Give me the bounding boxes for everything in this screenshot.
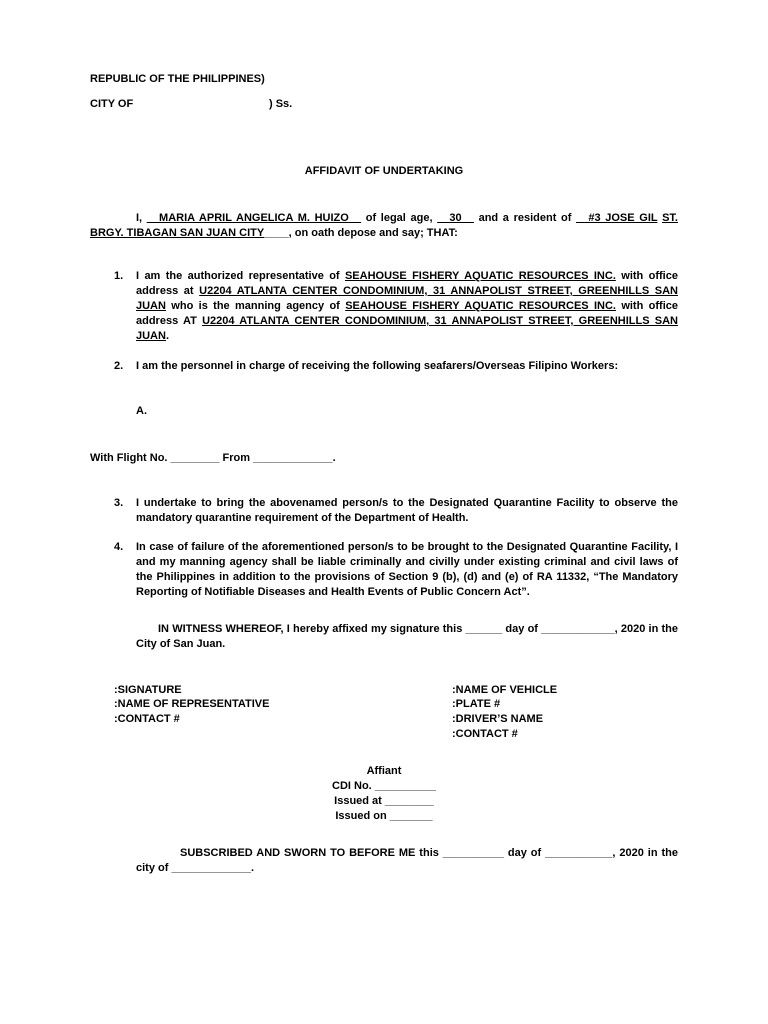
affiant-label: Affiant	[366, 765, 402, 777]
header-city-ss: ) Ss.	[269, 98, 293, 110]
item-1-part: I am the authorized representative of	[136, 270, 345, 282]
issued-at: Issued at ________	[334, 795, 434, 807]
right-field-contact: :CONTACT #	[452, 728, 518, 740]
sworn-paragraph: SUBSCRIBED AND SWORN TO BEFORE ME this __________ day of ___________, 2020 in the city of _____________.	[136, 847, 678, 874]
intro-tail: ____, on oath depose and say; THAT:	[264, 227, 458, 239]
left-field-contact: :CONTACT #	[114, 713, 180, 725]
right-field-plate: :PLATE #	[452, 698, 501, 710]
intro-i: I,	[136, 212, 143, 224]
intro-age-text: of legal age,	[365, 212, 433, 224]
item-1-part: .	[165, 330, 170, 342]
item-1-part: with office address at	[136, 270, 678, 297]
manning-agency-name: SEAHOUSE FISHERY AQUATIC RESOURCES INC.	[345, 300, 616, 312]
item-2-number: 2.	[114, 360, 124, 372]
office-address: U2204 ATLANTA CENTER CONDOMINIUM, 31 ANNAPOLIST STREET, GREENHILLS SAN JUAN	[136, 285, 678, 312]
item-2-text: I am the personnel in charge of receiving the following seafarers/Overseas Filipino Workers:	[136, 360, 619, 372]
affiant-address-2: ST. BRGY. TIBAGAN SAN JUAN CITY	[90, 212, 678, 239]
left-field-signature: :SIGNATURE	[114, 684, 182, 696]
flight-line: With Flight No. ________ From _____________.	[90, 452, 336, 464]
document-title: AFFIDAVIT OF UNDERTAKING	[304, 165, 464, 177]
header-city-label: CITY OF	[90, 98, 134, 110]
issued-on: Issued on _______	[335, 810, 433, 822]
item-1-text	[136, 269, 678, 344]
item-1-part: who is the manning agency of	[165, 300, 346, 312]
right-field-name-of-vehicle: :NAME OF VEHICLE	[452, 684, 558, 696]
intro-paragraph	[90, 211, 678, 241]
item-4-number: 4.	[114, 541, 124, 553]
right-field-drivers-name: :DRIVER’S NAME	[452, 713, 544, 725]
witness-paragraph: IN WITNESS WHEREOF, I hereby affixed my signature this ______ day of ____________, 2020 in the City of San Juan.	[136, 623, 678, 650]
item-3-text: I undertake to bring the abovenamed person/s to the Designated Quarantine Facility to observe the mandatory quarantine requirement of the Department of Health.	[136, 497, 678, 524]
affiant-name: __MARIA APRIL ANGELICA M. HUIZO__	[146, 212, 362, 224]
item-3-number: 3.	[114, 497, 124, 509]
intro-resident-text: and a resident of	[478, 212, 572, 224]
item-1-part: with office address AT	[136, 300, 678, 327]
item-1-number: 1.	[114, 270, 124, 282]
left-field-name-of-representative: :NAME OF REPRESENTATIVE	[114, 698, 270, 710]
affiant-age: __30__	[437, 212, 474, 224]
item-2-sub-a: A.	[136, 405, 147, 417]
cdi-number: CDI No. __________	[332, 780, 436, 792]
agency-address: U2204 ATLANTA CENTER CONDOMINIUM, 31 ANNAPOLIST STREET, GREENHILLS SAN JUAN	[136, 315, 678, 342]
company-name: SEAHOUSE FISHERY AQUATIC RESOURCES INC.	[344, 270, 616, 282]
affiant-address-1: __#3 JOSE GIL	[576, 212, 658, 224]
header-republic: REPUBLIC OF THE PHILIPPINES)	[90, 73, 265, 85]
item-4-text: In case of failure of the aforementioned person/s to be brought to the Designated Quarantine Facility, I and my manning agency shall be liable criminally and civilly under existing criminal and civil laws of the Philippines in addition to the provisions of Section 9 (b), (d) and (e) of RA 11332, “The Mandatory Reporting of Notifiable Diseases and Health Events of Public Concern Act”.	[136, 541, 678, 598]
